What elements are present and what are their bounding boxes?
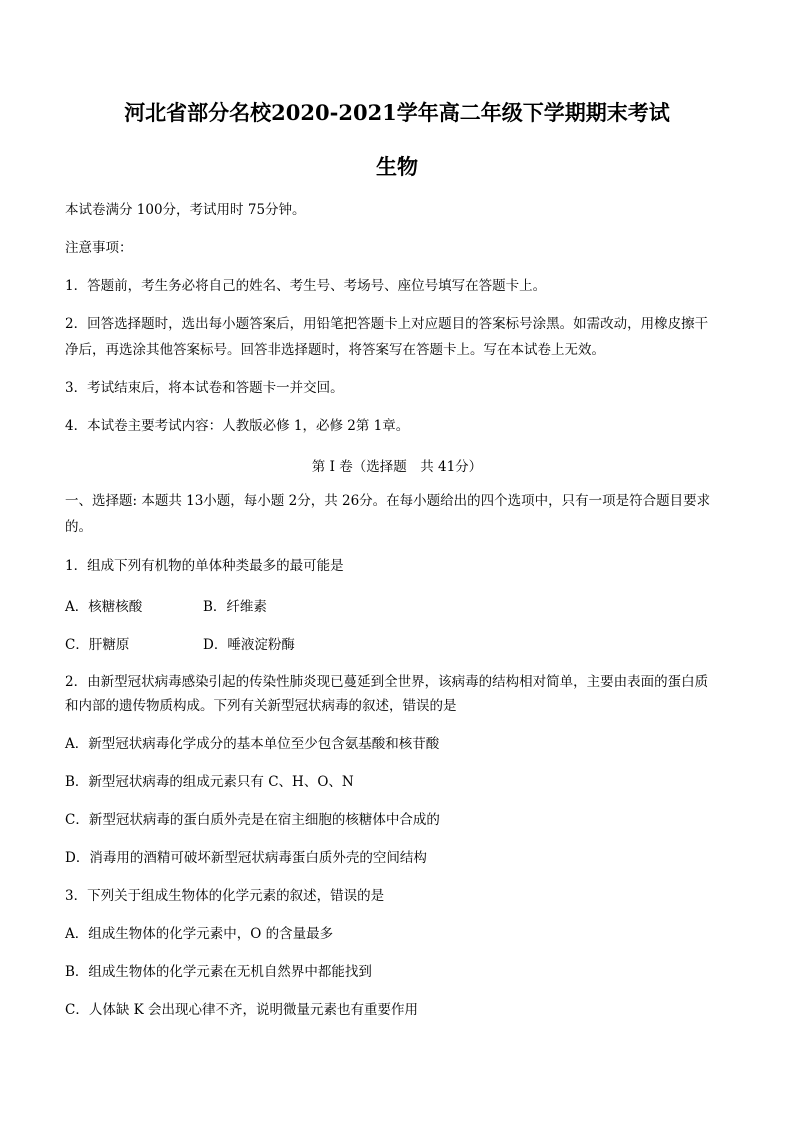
question-3-stem: 3．下列关于组成生物体的化学元素的叙述，错误的是: [65, 888, 385, 904]
question-2-option-d: D．消毒用的酒精可破坏新型冠状病毒蛋白质外壳的空间结构: [65, 850, 427, 866]
question-2-option-b: B．新型冠状病毒的组成元素只有 C、H、O、N: [65, 774, 354, 790]
question-2-stem: 2．由新型冠状病毒感染引起的传染性肺炎现已蔓延到全世界，该病毒的结构相对简单，主要由表面的蛋白质: [65, 674, 709, 690]
section-instruction-continued: 的。: [65, 519, 92, 535]
exam-title: 河北省部分名校2020-2021学年高二年级下学期期末考试: [124, 100, 670, 125]
notice-item: 2．回答选择题时，选出每小题答案后，用铅笔把答题卡上对应题目的答案标号涂黑。如需改动，用橡皮擦干: [65, 316, 709, 332]
notice-item-continued: 净后，再选涂其他答案标号。回答非选择题时，将答案写在答题卡上。写在本试卷上无效。: [65, 342, 605, 358]
score-note: 本试卷满分 100分，考试用时 75分钟。: [65, 202, 306, 218]
notice-heading: 注意事项：: [65, 240, 133, 256]
notice-item: 1．答题前，考生务必将自己的姓名、考生号、考场号、座位号填写在答题卡上。: [65, 278, 547, 294]
notice-item: 4．本试卷主要考试内容：人教版必修 1，必修 2第 1章。: [65, 418, 410, 434]
question-1-option-c: C．肝糖原: [65, 637, 130, 653]
question-2-option-a: A．新型冠状病毒化学成分的基本单位至少包含氨基酸和核苷酸: [65, 736, 440, 752]
question-2-stem-continued: 和内部的遗传物质构成。下列有关新型冠状病毒的叙述，错误的是: [65, 698, 457, 714]
section-instruction: 一、选择题: 本题共 13小题，每小题 2分，共 26分。在每小题给出的四个选项中，只有一项是符合题目要求: [65, 493, 711, 509]
section-heading: 第 I 卷（选择题 共 41分）: [311, 459, 483, 475]
question-1-stem: 1．组成下列有机物的单体种类最多的最可能是: [65, 558, 344, 574]
question-3-option-b: B．组成生物体的化学元素在无机自然界中都能找到: [65, 964, 372, 980]
subject-title: 生物: [376, 154, 418, 179]
notice-item: 3．考试结束后，将本试卷和答题卡一并交回。: [65, 380, 344, 396]
question-2-option-c: C．新型冠状病毒的蛋白质外壳是在宿主细胞的核糖体中合成的: [65, 812, 440, 828]
question-1-option-d: D．唾液淀粉酶: [203, 637, 295, 653]
question-3-option-a: A．组成生物体的化学元素中，O 的含量最多: [65, 926, 334, 942]
question-3-option-c: C．人体缺 K 会出现心律不齐，说明微量元素也有重要作用: [65, 1002, 418, 1018]
question-1-option-b: B．纤维素: [203, 599, 267, 615]
question-1-option-a: A．核糖核酸: [65, 599, 143, 615]
